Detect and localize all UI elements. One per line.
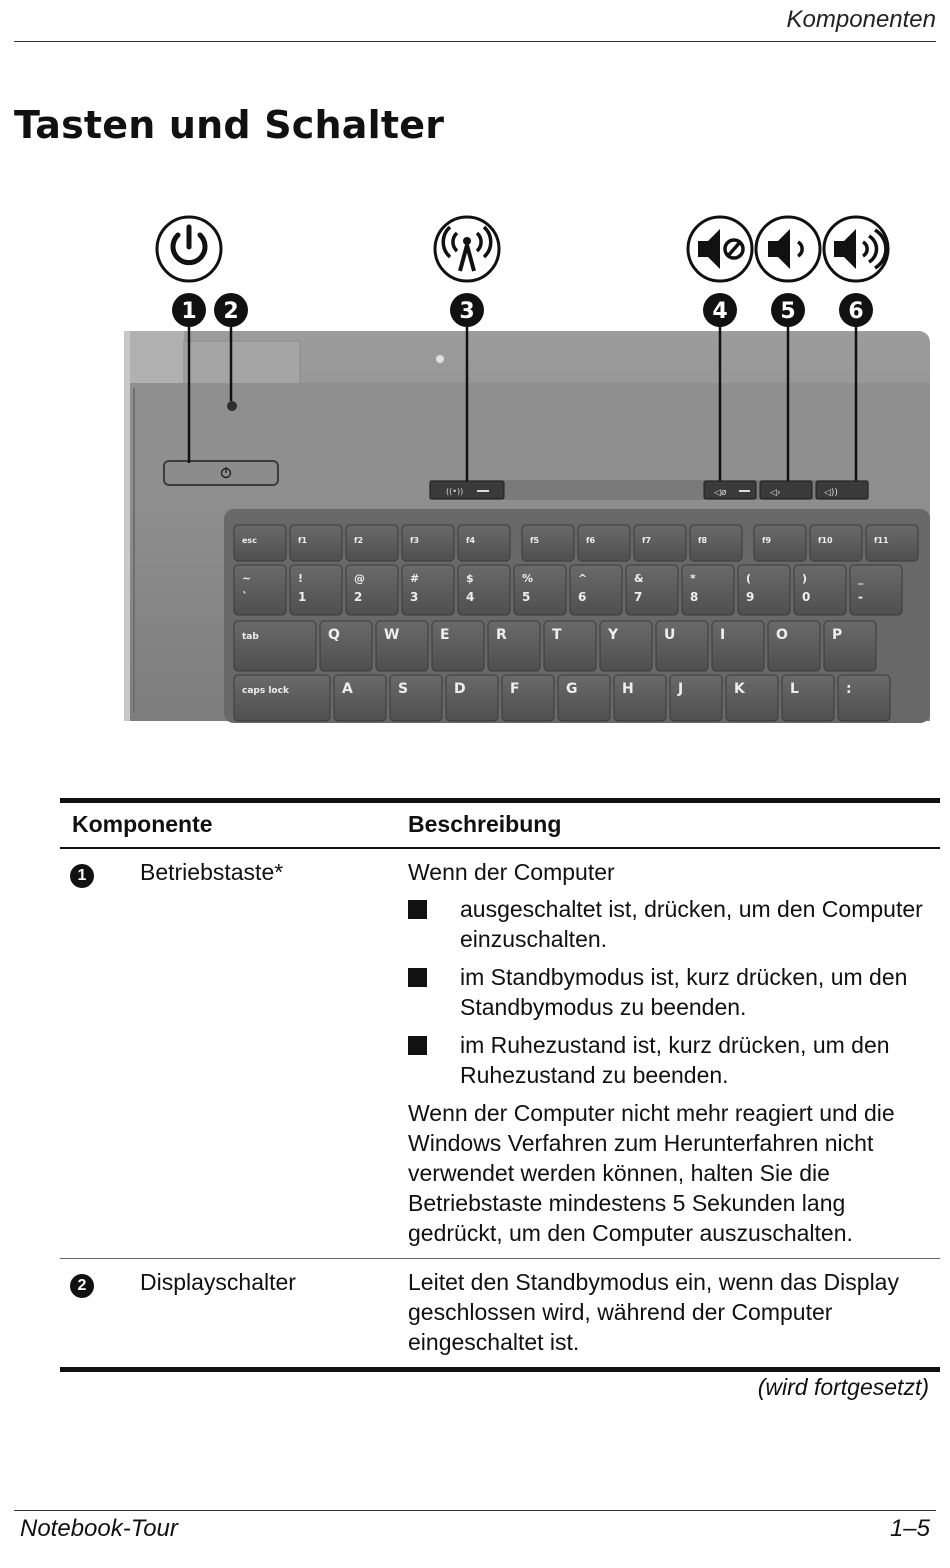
svg-text:^: ^ xyxy=(578,572,588,585)
keyboard-key xyxy=(768,621,820,671)
svg-text:f9: f9 xyxy=(762,536,772,545)
keyboard-key xyxy=(850,565,902,615)
svg-text:f6: f6 xyxy=(586,536,596,545)
svg-text:9: 9 xyxy=(746,590,755,604)
keyboard-key xyxy=(290,565,342,615)
footer-rule xyxy=(14,1510,936,1511)
keyboard-key xyxy=(712,621,764,671)
svg-text:f3: f3 xyxy=(410,536,420,545)
svg-text:@: @ xyxy=(354,572,365,585)
component-description xyxy=(408,848,940,1259)
keyboard-key xyxy=(346,525,398,561)
keyboard-key xyxy=(488,621,540,671)
svg-text:3: 3 xyxy=(410,590,419,604)
svg-text:f4: f4 xyxy=(466,536,476,545)
keyboard-key xyxy=(866,525,918,561)
svg-text:f7: f7 xyxy=(642,536,652,545)
keyboard-key xyxy=(458,525,510,561)
keyboard-key xyxy=(446,675,498,721)
svg-text:!: ! xyxy=(298,572,304,585)
list-item: ausgeschaltet ist, drücken, um den Computer einzuschalten. xyxy=(408,894,940,954)
svg-text:◁›: ◁› xyxy=(770,488,781,498)
svg-text:1: 1 xyxy=(298,590,307,604)
keyboard-key xyxy=(600,621,652,671)
keyboard-key xyxy=(234,675,330,721)
svg-text:): ) xyxy=(802,572,808,585)
callout-3 xyxy=(450,293,484,327)
svg-text:H: H xyxy=(622,681,634,697)
svg-text:Y: Y xyxy=(608,627,619,643)
power-button-graphic xyxy=(164,461,278,485)
svg-text:`: ` xyxy=(242,590,248,604)
callout-4 xyxy=(703,293,737,327)
svg-text:E: E xyxy=(440,627,450,643)
volume-mute-icon xyxy=(688,217,752,281)
svg-text:R: R xyxy=(496,627,507,643)
svg-text:%: % xyxy=(522,572,534,585)
running-header-title: Komponenten xyxy=(786,6,936,33)
column-header-description: Beschreibung xyxy=(408,811,562,837)
svg-text:*: * xyxy=(690,572,696,585)
keyboard-key xyxy=(234,565,286,615)
keyboard-key xyxy=(614,675,666,721)
svg-text:caps lock: caps lock xyxy=(242,686,289,696)
keyboard-key xyxy=(402,525,454,561)
svg-text:#: # xyxy=(410,572,420,585)
svg-text:((•)): ((•)) xyxy=(446,487,464,496)
keyboard-key xyxy=(690,525,742,561)
page-number: 1–5 xyxy=(889,1515,930,1542)
svg-text:7: 7 xyxy=(634,590,643,604)
keyboard-key xyxy=(290,525,342,561)
callout-5 xyxy=(771,293,805,327)
footer-title: Notebook-Tour xyxy=(20,1515,178,1542)
svg-text:f10: f10 xyxy=(818,536,833,545)
keyboard-key xyxy=(626,565,678,615)
bullet-square-icon xyxy=(408,968,427,987)
svg-text:5: 5 xyxy=(780,299,796,324)
svg-text:L: L xyxy=(790,681,799,697)
volume-up-icon xyxy=(824,217,888,281)
volume-down-icon xyxy=(756,217,820,281)
svg-text:2: 2 xyxy=(223,299,239,324)
component-description: Leitet den Standbymodus ein, wenn das Display geschlossen wird, während der Computer eingeschaltet ist. xyxy=(408,1269,899,1355)
svg-text:◁)): ◁)) xyxy=(824,488,838,498)
keyboard-figure xyxy=(124,213,934,723)
svg-text:f5: f5 xyxy=(530,536,540,545)
keyboard-key xyxy=(682,565,734,615)
column-header-component: Komponente xyxy=(72,811,213,837)
keyboard-key xyxy=(544,621,596,671)
header-rule xyxy=(14,41,936,42)
svg-text:&: & xyxy=(634,572,644,585)
svg-text:U: U xyxy=(664,627,676,643)
keyboard-key xyxy=(432,621,484,671)
component-name: Betriebstaste* xyxy=(140,859,284,885)
keyboard-key xyxy=(376,621,428,671)
svg-text:3: 3 xyxy=(459,299,475,324)
keyboard-key xyxy=(570,565,622,615)
keyboard-key xyxy=(558,675,610,721)
svg-text:4: 4 xyxy=(466,590,475,604)
svg-text:tab: tab xyxy=(242,632,259,642)
keyboard-key xyxy=(634,525,686,561)
svg-text:S: S xyxy=(398,681,409,697)
svg-text:8: 8 xyxy=(690,590,699,604)
keyboard-key xyxy=(810,525,862,561)
keyboard-key xyxy=(522,525,574,561)
component-table xyxy=(60,798,940,1372)
svg-text:4: 4 xyxy=(712,299,728,324)
keyboard-key xyxy=(578,525,630,561)
keyboard-key xyxy=(458,565,510,615)
svg-text:◁ø: ◁ø xyxy=(714,488,727,498)
svg-text:K: K xyxy=(734,681,745,697)
svg-text:-: - xyxy=(858,590,863,604)
keyboard-key xyxy=(738,565,790,615)
keyboard-key xyxy=(234,621,316,671)
keyboard-key xyxy=(782,675,834,721)
keyboard-key xyxy=(346,565,398,615)
keyboard-key xyxy=(514,565,566,615)
svg-text:$: $ xyxy=(466,572,474,585)
description-bullet-list xyxy=(408,894,940,1090)
svg-text:f11: f11 xyxy=(874,536,889,545)
table-row xyxy=(60,848,940,1259)
svg-text:F: F xyxy=(510,681,520,697)
keyboard-key xyxy=(390,675,442,721)
table-row xyxy=(60,1259,940,1370)
table-header-row xyxy=(60,801,940,849)
wireless-icon xyxy=(435,217,499,281)
svg-text:Q: Q xyxy=(328,627,340,643)
keyboard-key xyxy=(234,525,286,561)
callout-2 xyxy=(214,293,248,327)
button-strip xyxy=(429,480,869,500)
list-item: im Ruhezustand ist, kurz drücken, um den Ruhezustand zu beenden. xyxy=(408,1030,940,1090)
list-item: im Standbymodus ist, kurz drücken, um den Standbymodus zu beenden. xyxy=(408,962,940,1022)
keyboard-key xyxy=(402,565,454,615)
keyboard-key xyxy=(794,565,846,615)
keyboard-key xyxy=(838,675,890,721)
svg-text:D: D xyxy=(454,681,466,697)
svg-text:G: G xyxy=(566,681,578,697)
keyboard-key xyxy=(824,621,876,671)
continued-note: (wird fortgesetzt) xyxy=(757,1374,929,1400)
svg-text:~: ~ xyxy=(242,572,252,585)
svg-text:I: I xyxy=(720,627,726,643)
svg-text:O: O xyxy=(776,627,788,643)
svg-text:(: ( xyxy=(746,572,752,585)
svg-text:A: A xyxy=(342,681,353,697)
component-name: Displayschalter xyxy=(140,1269,296,1295)
keyboard-key xyxy=(334,675,386,721)
component-number-badge: 2 xyxy=(70,1274,94,1298)
svg-text:P: P xyxy=(832,627,843,643)
svg-text:esc: esc xyxy=(242,536,257,545)
callout-1 xyxy=(172,293,206,327)
svg-text:_: _ xyxy=(858,572,864,585)
svg-text:J: J xyxy=(678,681,684,697)
svg-text:T: T xyxy=(552,627,562,643)
bullet-square-icon xyxy=(408,1036,427,1055)
keyboard-key xyxy=(502,675,554,721)
svg-text:1: 1 xyxy=(181,299,197,324)
keyboard-key xyxy=(754,525,806,561)
component-number-badge: 1 xyxy=(70,864,94,888)
description-intro: Wenn der Computer xyxy=(408,859,615,885)
keyboard-key xyxy=(320,621,372,671)
svg-text::: : xyxy=(846,681,852,697)
description-note: Wenn der Computer nicht mehr reagiert und die Windows Verfahren zum Herunterfahren nicht verwendet werden können, halten Sie die Betriebstaste mindestens 5 Sekunden lang gedrückt, um den Computer auszuschalten. xyxy=(408,1100,895,1246)
bullet-square-icon xyxy=(408,900,427,919)
svg-text:f8: f8 xyxy=(698,536,708,545)
svg-text:5: 5 xyxy=(522,590,531,604)
svg-text:2: 2 xyxy=(354,590,363,604)
svg-text:6: 6 xyxy=(848,299,864,324)
keyboard-key xyxy=(656,621,708,671)
svg-text:W: W xyxy=(384,627,400,643)
power-icon xyxy=(157,217,221,281)
svg-text:f1: f1 xyxy=(298,536,308,545)
section-title: Tasten und Schalter xyxy=(14,103,445,147)
svg-text:f2: f2 xyxy=(354,536,364,545)
display-switch-graphic xyxy=(227,401,237,411)
keyboard-key xyxy=(670,675,722,721)
svg-text:0: 0 xyxy=(802,590,811,604)
callout-6 xyxy=(839,293,873,327)
keyboard-key xyxy=(726,675,778,721)
svg-text:6: 6 xyxy=(578,590,587,604)
